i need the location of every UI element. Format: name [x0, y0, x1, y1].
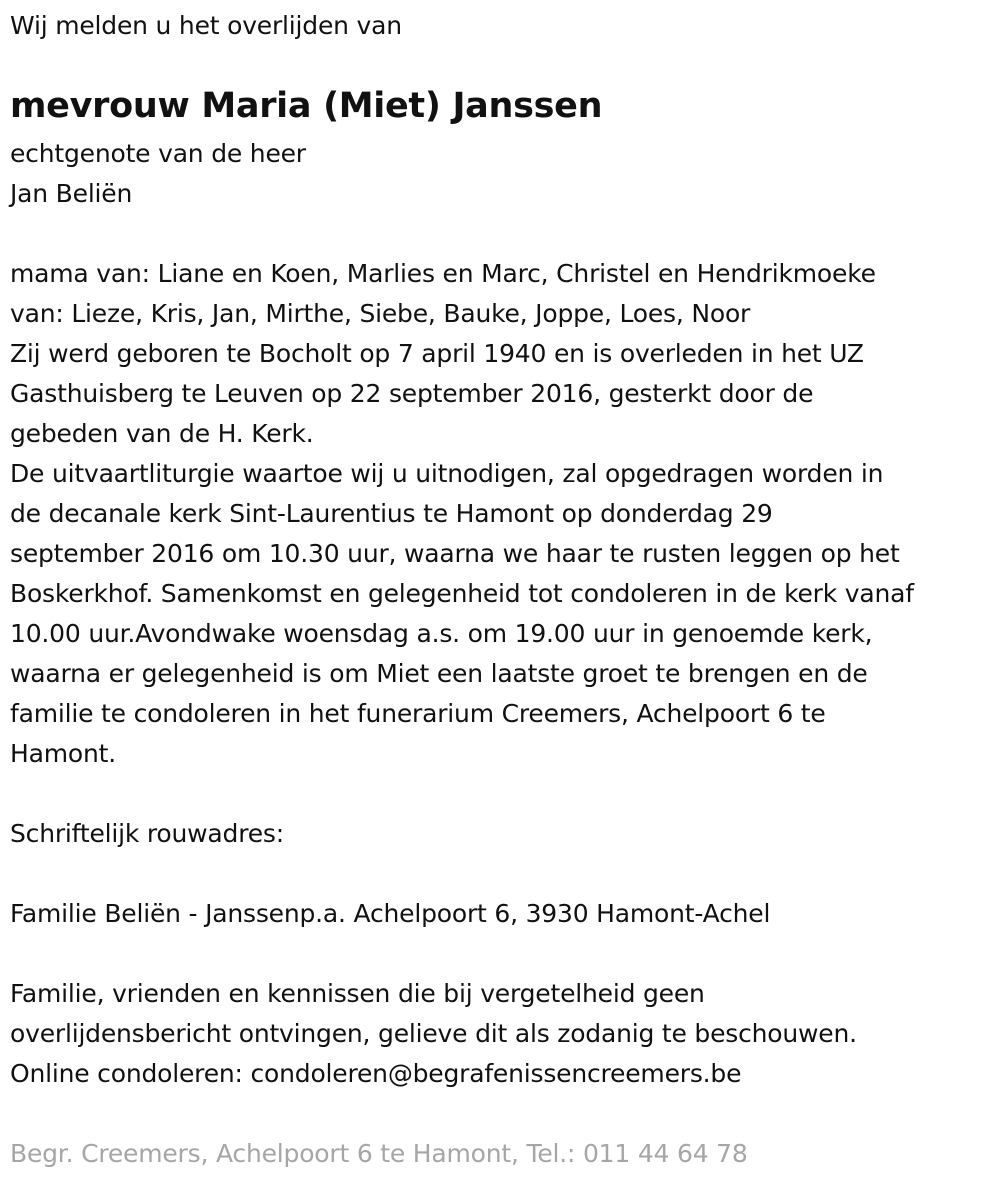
body-line: 10.00 uur.Avondwake woensdag a.s. om 19.00 uur in genoemde kerk, — [10, 619, 873, 648]
body-line: Boskerkhof. Samenkomst en gelegenheid tot condoleren in de kerk vanaf — [10, 579, 914, 608]
intro-text: Wij melden u het overlijden van — [10, 11, 402, 40]
body-line: Gasthuisberg te Leuven op 22 september 2016, gesterkt door de — [10, 379, 814, 408]
body-line: Hamont. — [10, 739, 116, 768]
body-line: de decanale kerk Sint-Laurentius te Hamont op donderdag 29 — [10, 499, 773, 528]
body-line: mama van: Liane en Koen, Marlies en Marc, Christel en Hendrikmoeke — [10, 259, 876, 288]
body-line: van: Lieze, Kris, Jan, Mirthe, Siebe, Bauke, Joppe, Loes, Noor — [10, 299, 751, 328]
body-line: familie te condoleren in het funerarium Creemers, Achelpoort 6 te — [10, 699, 826, 728]
address-label: Schriftelijk rouwadres: — [10, 819, 284, 848]
notice-line: overlijdensbericht ontvingen, gelieve dit als zodanig te beschouwen. — [10, 1019, 857, 1048]
mourning-address: Familie Beliën - Janssenp.a. Achelpoort 6, 3930 Hamont-Achel — [10, 899, 771, 928]
body-line: september 2016 om 10.30 uur, waarna we haar te rusten leggen op het — [10, 539, 900, 568]
funeral-home-footer: Begr. Creemers, Achelpoort 6 te Hamont, Tel.: 011 44 64 78 — [10, 1139, 748, 1168]
spouse-name: Jan Beliën — [10, 179, 133, 208]
spouse-label: echtgenote van de heer — [10, 139, 306, 168]
body-line: Zij werd geboren te Bocholt op 7 april 1940 en is overleden in het UZ — [10, 339, 864, 368]
body-line: De uitvaartliturgie waartoe wij u uitnodigen, zal opgedragen worden in — [10, 459, 884, 488]
body-line: waarna er gelegenheid is om Miet een laatste groet te brengen en de — [10, 659, 868, 688]
notice-line: Familie, vrienden en kennissen die bij vergetelheid geen — [10, 979, 705, 1008]
deceased-name: mevrouw Maria (Miet) Janssen — [10, 86, 603, 126]
online-condolence-line: Online condoleren: condoleren@begrafenissencreemers.be — [10, 1059, 742, 1088]
body-line: gebeden van de H. Kerk. — [10, 419, 314, 448]
